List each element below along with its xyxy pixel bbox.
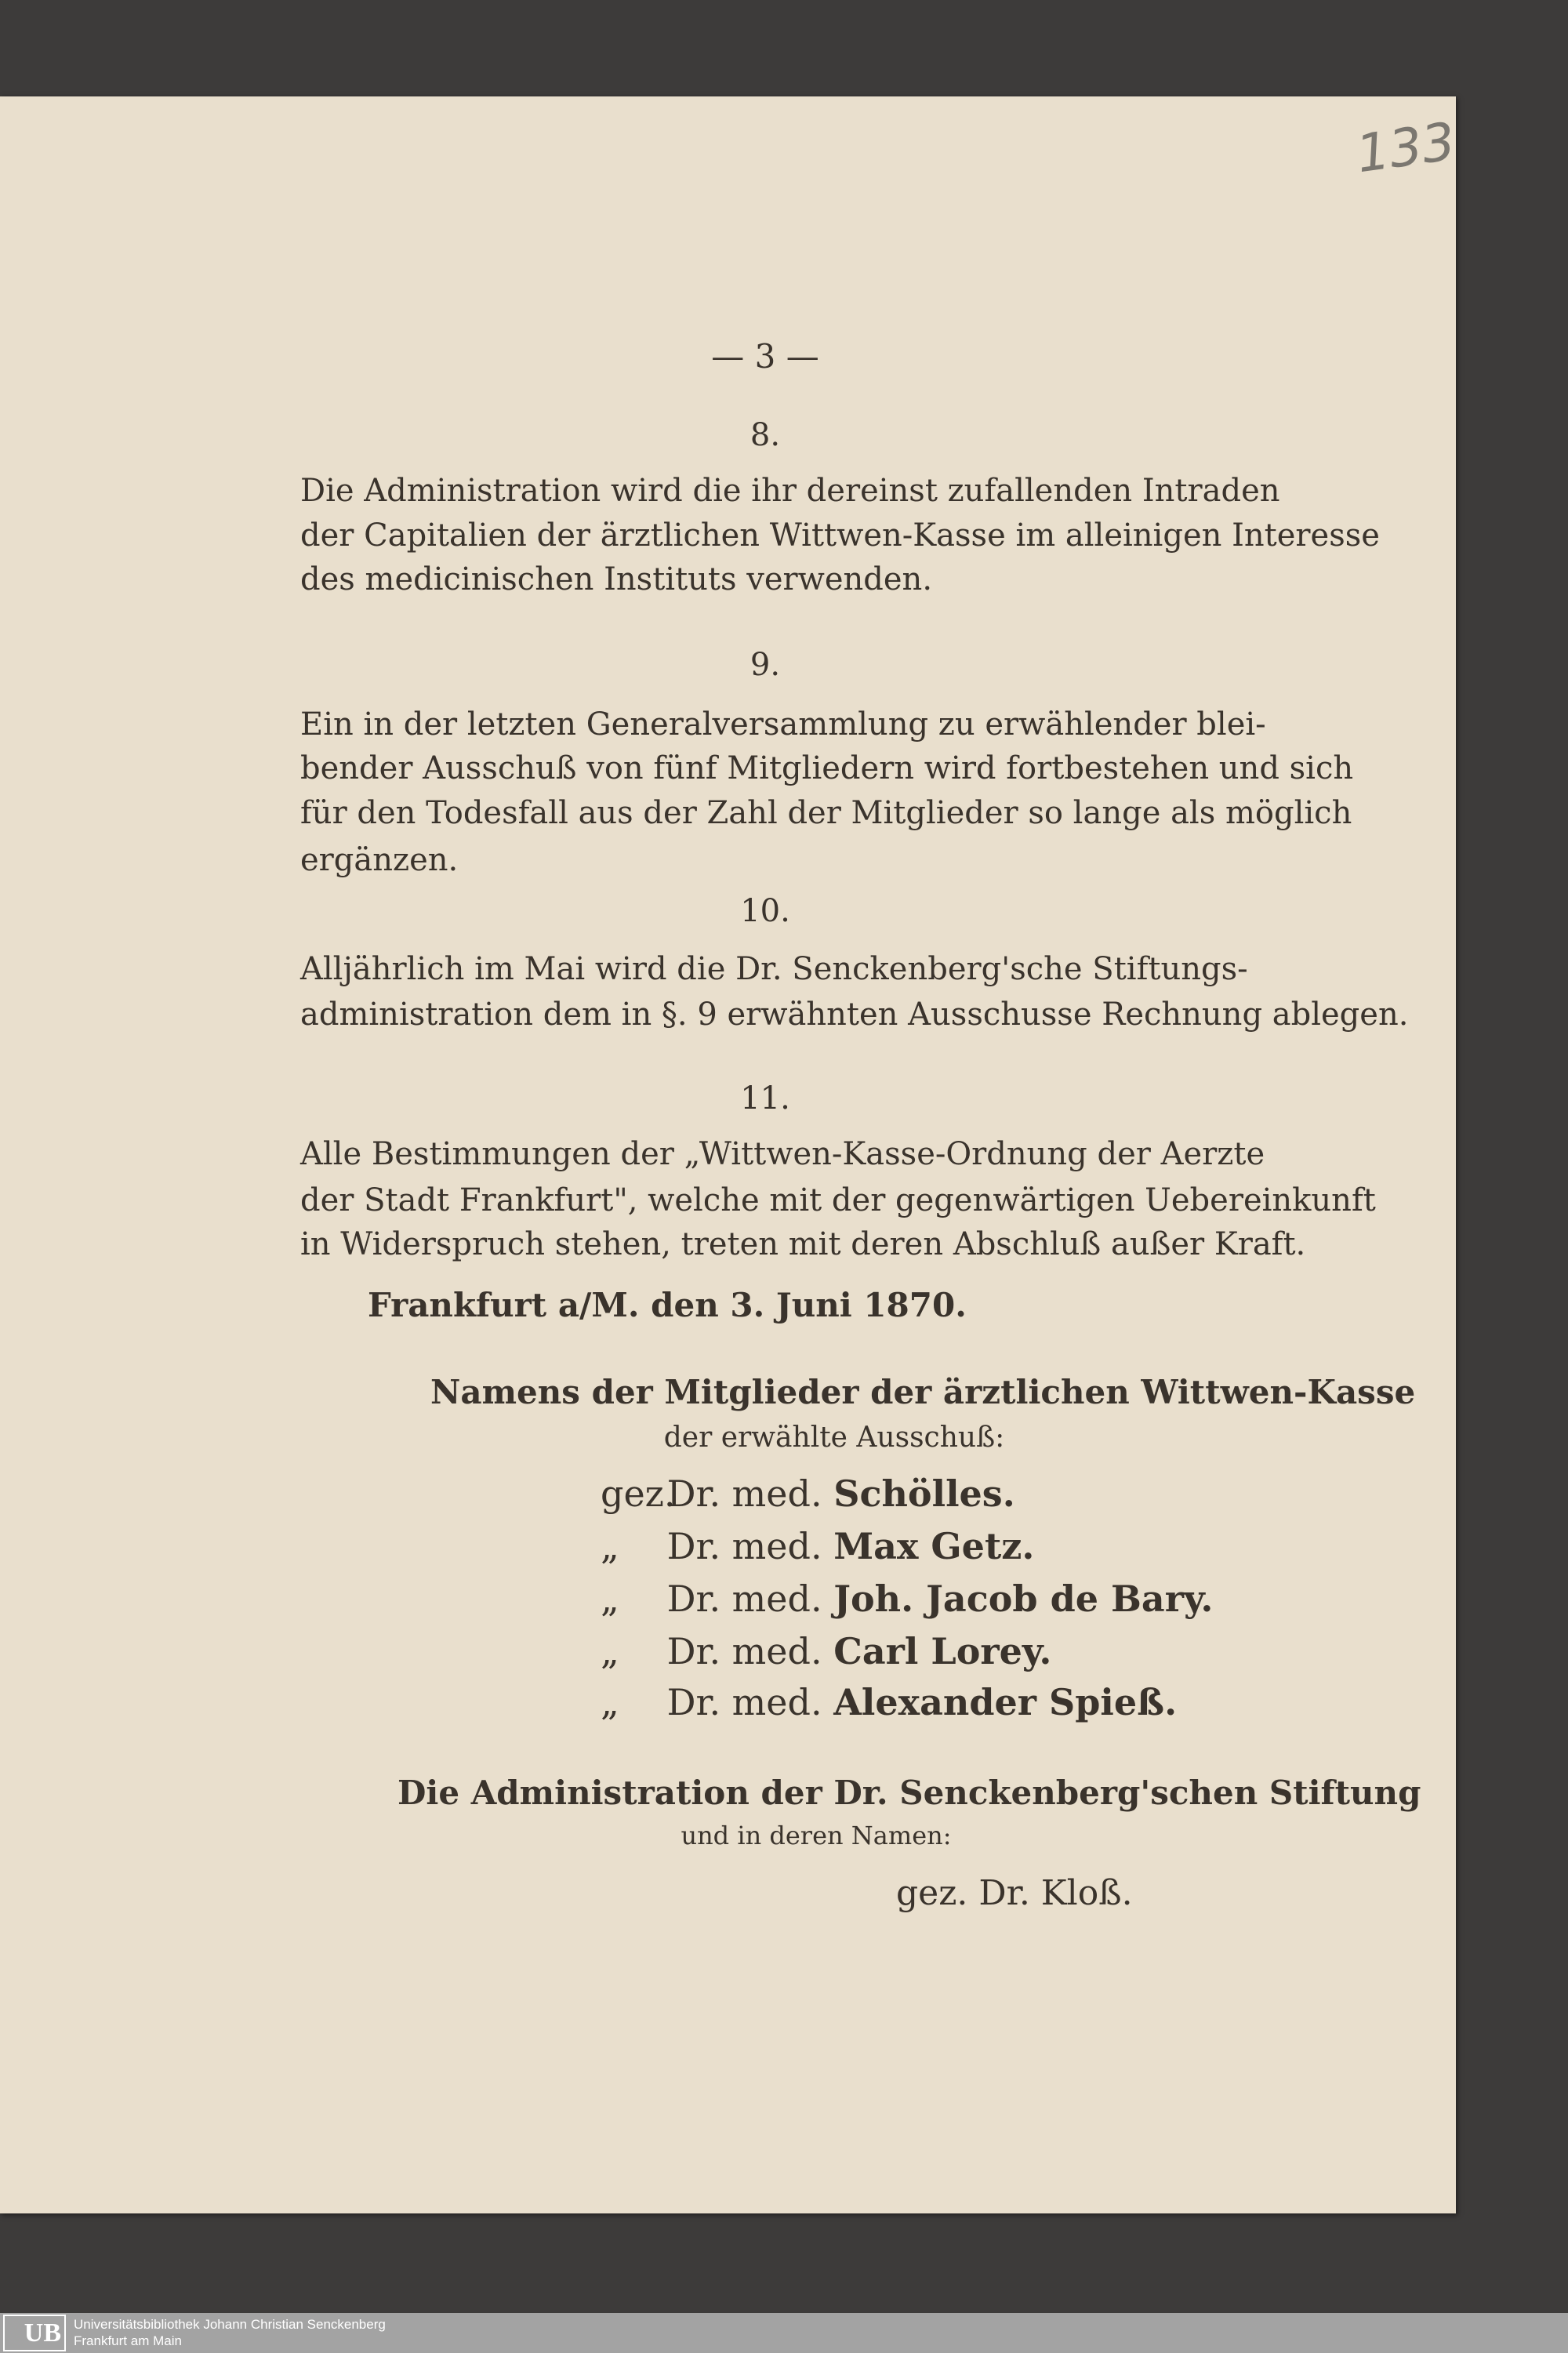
text-line: der Capitalien der ärztlichen Wittwen-Kasse im alleinigen Interesse [300, 517, 1380, 554]
text-line: ergänzen. [300, 842, 459, 878]
signatory-title: Dr. med. [666, 1472, 822, 1515]
signatory-line [601, 1527, 1034, 1566]
signatory-title: Dr. med. [666, 1525, 822, 1567]
signatory-prefix: gez. [601, 1472, 676, 1515]
committee-heading: Namens der Mitglieder der ärztlichen Wittwen-Kasse [430, 1373, 1416, 1411]
text-line: für den Todesfall aus der Zahl der Mitglieder so lange als möglich [300, 795, 1352, 831]
text-line: in Widerspruch stehen, treten mit deren Abschluß außer Kraft. [300, 1226, 1306, 1262]
signatory-line [601, 1474, 1015, 1513]
administration-heading: Die Administration der Dr. Senckenberg'schen Stiftung [397, 1774, 1421, 1812]
handwritten-folio-number: 133 [1352, 111, 1459, 185]
text-line: Alljährlich im Mai wird die Dr. Senckenberg'sche Stiftungs- [300, 951, 1248, 987]
signatory-title: Dr. med. [666, 1681, 822, 1723]
signatory-name: Max Getz. [833, 1525, 1035, 1567]
administration-subheading: und in deren Namen: [681, 1821, 952, 1850]
signatory-line [601, 1683, 1177, 1722]
signatory-name: Schölles. [833, 1472, 1015, 1515]
signatory-prefix: „ [601, 1578, 619, 1620]
library-footer [0, 2313, 1568, 2353]
section-number: 8. [750, 417, 781, 453]
text-line: bender Ausschuß von fünf Mitgliedern wird fortbestehen und sich [300, 750, 1354, 786]
signatory-prefix: „ [601, 1525, 619, 1567]
signatory-title: Dr. med. [666, 1578, 822, 1620]
signatory-name: Joh. Jacob de Bary. [833, 1578, 1214, 1620]
text-line: Alle Bestimmungen der „Wittwen-Kasse-Ordnung der Aerzte [300, 1136, 1265, 1172]
library-location: Frankfurt am Main [74, 2333, 182, 2348]
date-line: Frankfurt a/M. den 3. Juni 1870. [368, 1286, 967, 1324]
text-line: administration dem in §. 9 erwähnten Ausschusse Rechnung ablegen. [300, 997, 1409, 1033]
page-number: — 3 — [711, 337, 819, 376]
signatory-name: Carl Lorey. [833, 1630, 1052, 1672]
signatory-prefix: „ [601, 1630, 619, 1672]
text-line: Ein in der letzten Generalversammlung zu erwählender blei- [300, 706, 1266, 743]
library-logo: UB [3, 2315, 66, 2351]
signatory-name: Alexander Spieß. [833, 1681, 1178, 1723]
administration-signature: gez. Dr. Kloß. [896, 1873, 1133, 1913]
committee-subheading: der erwählte Ausschuß: [663, 1422, 1005, 1454]
text-line: Die Administration wird die ihr dereinst zufallenden Intraden [300, 473, 1280, 509]
section-number: 10. [740, 893, 790, 929]
signatory-line [601, 1579, 1213, 1618]
section-number: 9. [750, 647, 781, 683]
signatory-line [601, 1632, 1051, 1671]
signatory-prefix: „ [601, 1681, 619, 1723]
text-line: des medicinischen Instituts verwenden. [300, 561, 933, 597]
signatory-title: Dr. med. [666, 1630, 822, 1672]
section-number: 11. [740, 1080, 790, 1117]
library-name: Universitätsbibliothek Johann Christian Senckenberg [74, 2317, 386, 2332]
text-line: der Stadt Frankfurt", welche mit der gegenwärtigen Uebereinkunft [300, 1182, 1376, 1218]
